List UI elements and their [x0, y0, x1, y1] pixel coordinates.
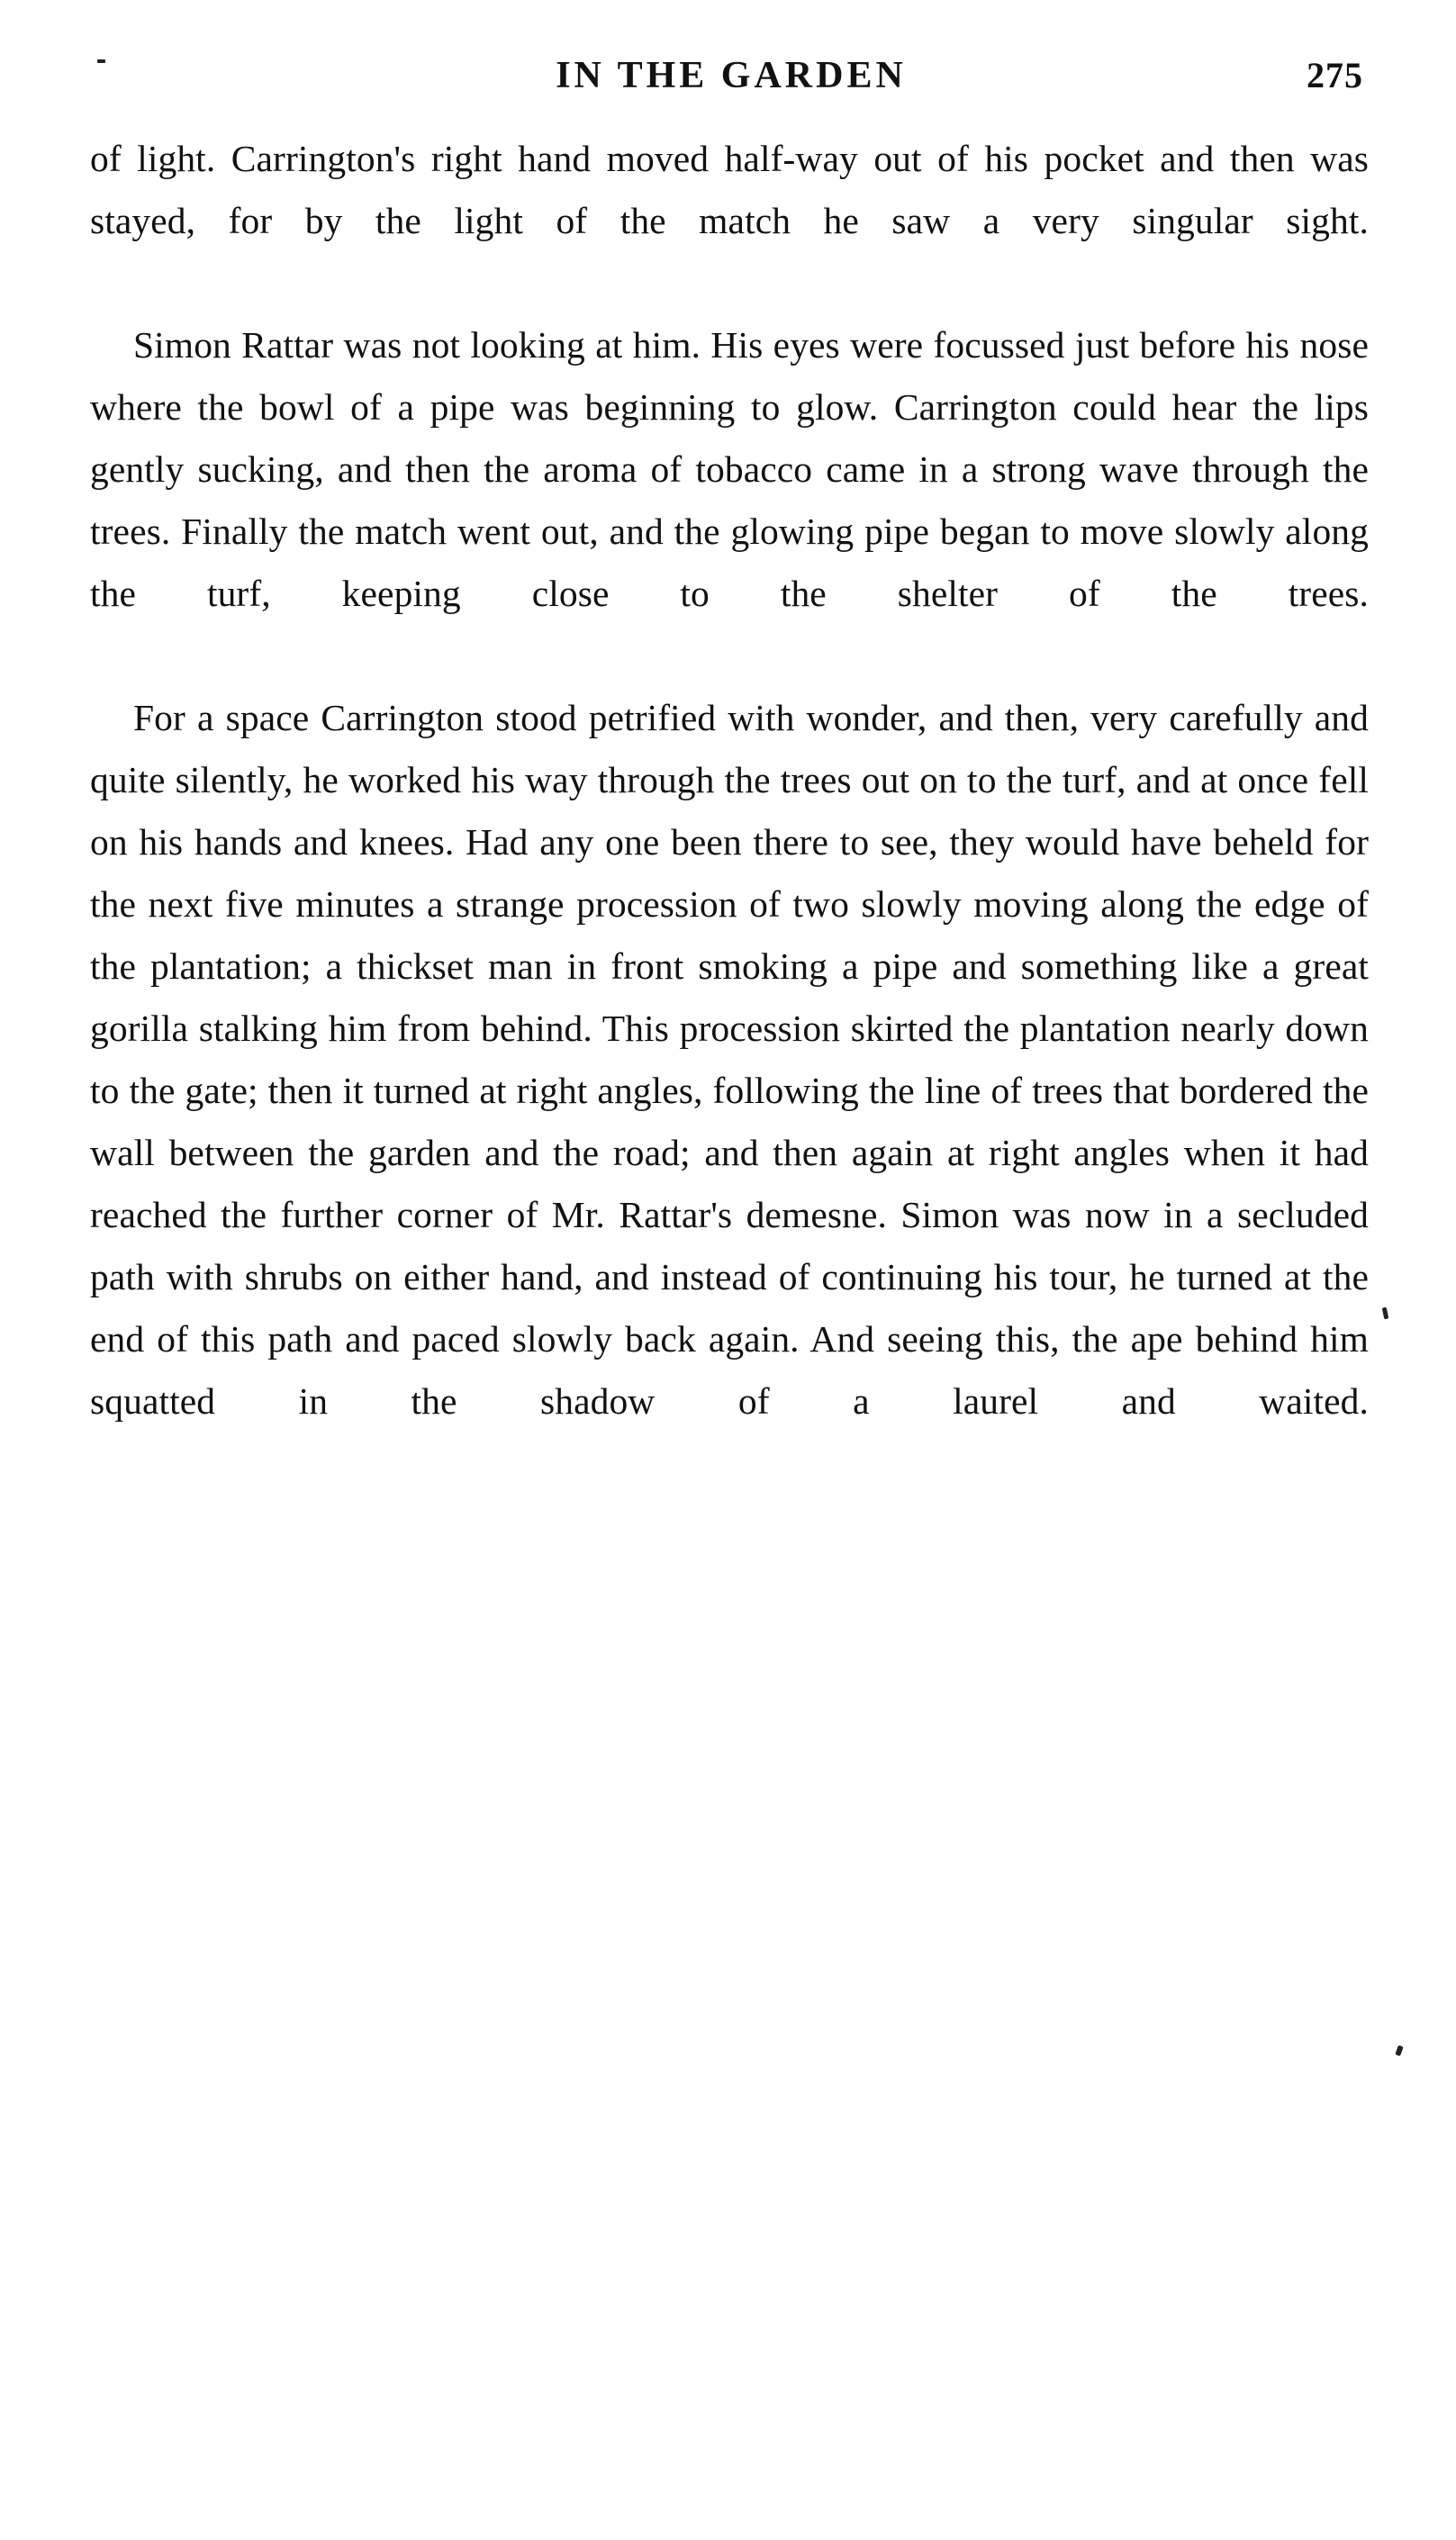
chapter-title: IN THE GARDEN [556, 55, 907, 96]
ink-speck-icon [1395, 2045, 1403, 2056]
page-content [90, 54, 1369, 1495]
page-number: 275 [1307, 55, 1363, 95]
ink-speck-icon [97, 59, 105, 63]
paragraph: For a space Carrington stood petrified with wonder, and then, very carefully and quite silently, he worked his way through the trees out on to the turf, and at once fell on his hands and knees. Had any one been there to see, they would have beheld for the next five minutes a strange procession of two slowly moving along the edge of the plantation; a thickset man in front smoking a pipe and something like a great gorilla stalking him from behind. This procession skirted the plantation nearly down to the gate; then it turned at right angles, following the line of trees that bordered the wall between the garden and the road; and then again at right angles when it had reached the further corner of Mr. Rattar's demesne. Simon was now in a secluded path with shrubs on either hand, and instead of continuing his tour, he turned at the end of this path and paced slowly back again. And seeing this, the ape behind him squatted in the shadow of a laurel and waited. [90, 697, 1369, 1422]
running-head [90, 54, 1369, 97]
body-text [90, 128, 1369, 1495]
paragraph: of light. Carrington's right hand moved half-way out of his pocket and then was stayed, for by the light of the match he saw a very singular sight. [90, 138, 1369, 241]
ink-speck-icon [1382, 1307, 1389, 1320]
paragraph: Simon Rattar was not looking at him. His eyes were focussed just before his nose where the bowl of a pipe was beginning to glow. Carrington could hear the lips gently sucking, and then the aroma of tobacco came in a strong wave through the trees. Finally the match went out, and the glowing pipe began to move slowly along the turf, keeping close to the shelter of the trees. [90, 324, 1369, 614]
